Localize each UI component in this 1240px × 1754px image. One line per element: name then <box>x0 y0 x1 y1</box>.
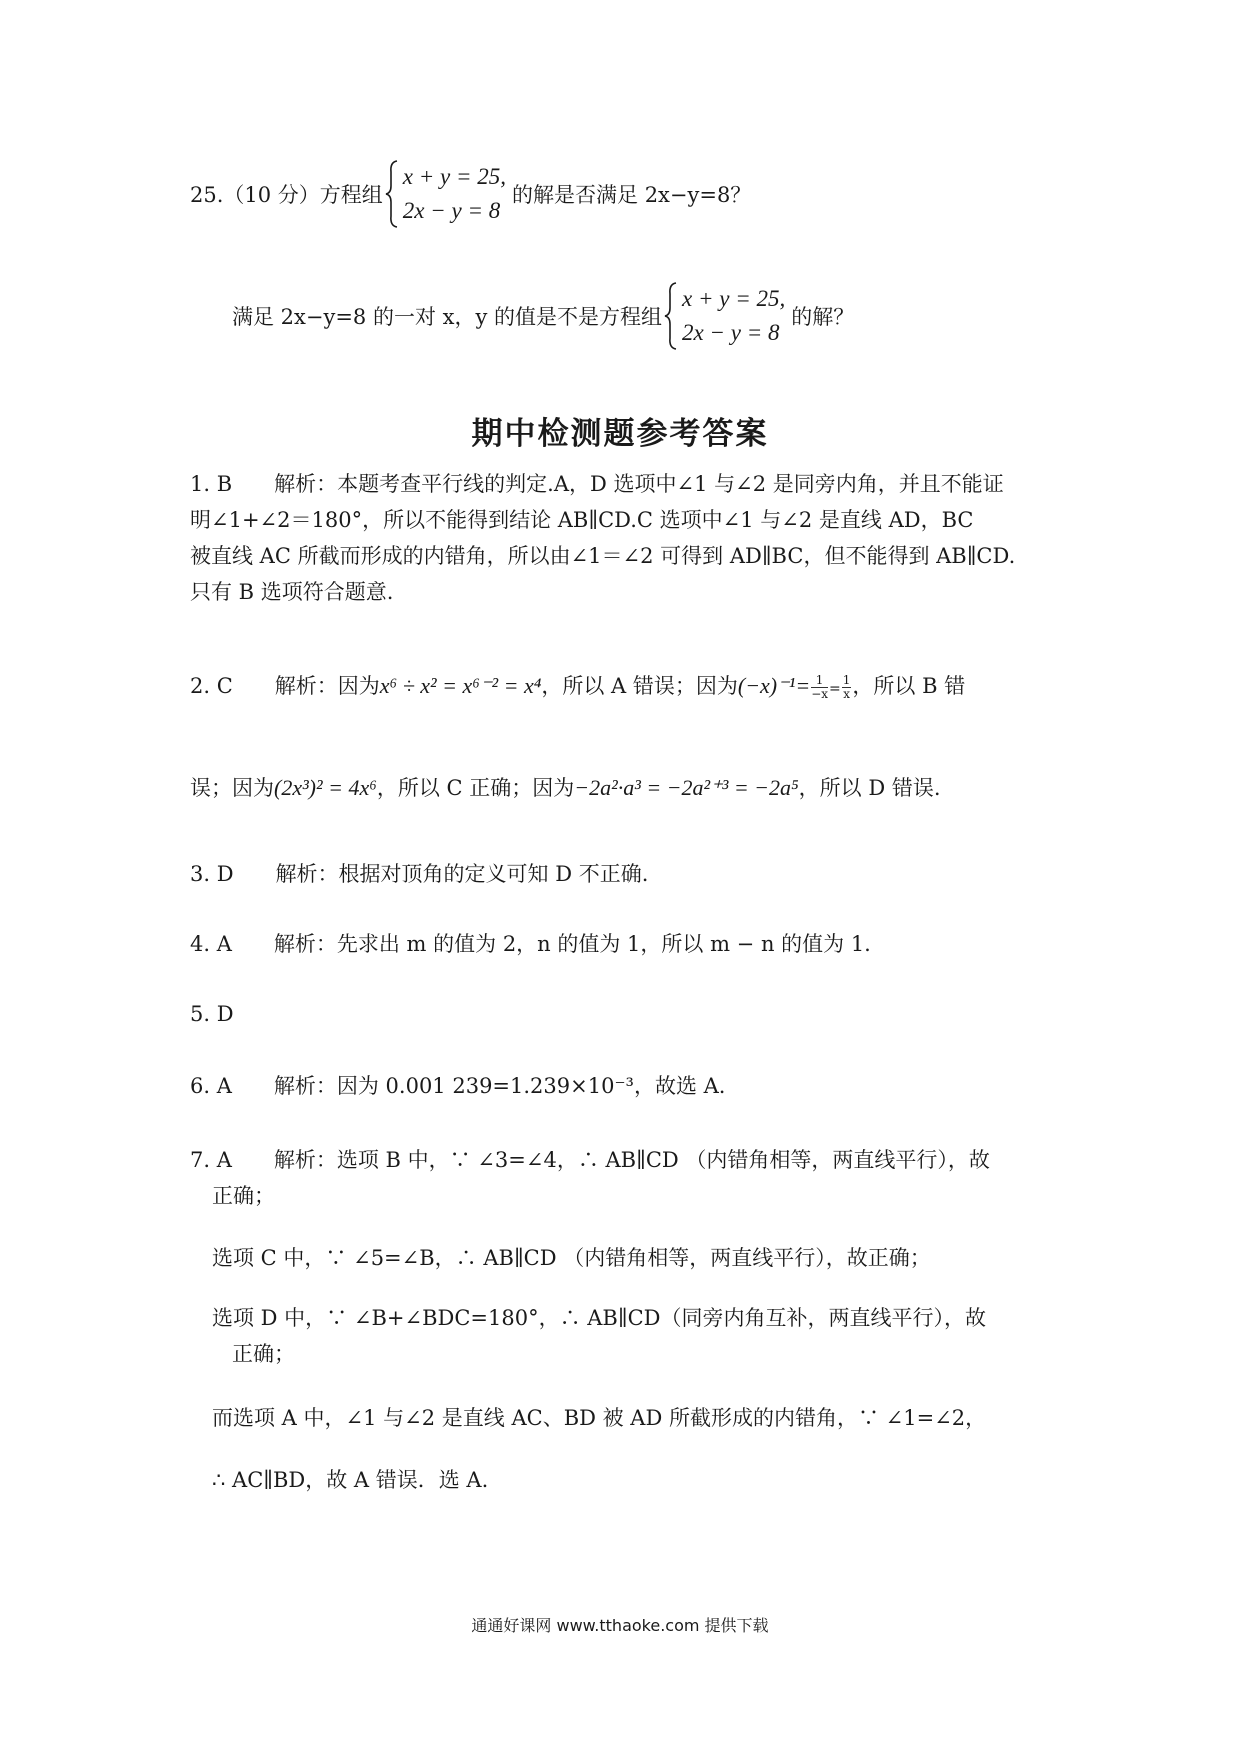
question-25 <box>190 160 751 228</box>
expression-4: −2a²·a³ = −2a²⁺³ = −2a⁵ <box>574 775 799 800</box>
answer-2-line-2: 误；因为(2x³)² = 4x⁶，所以 C 正确；因为−2a²·a³ = −2a²⁺³ = −2a⁵，所以 D 错误. <box>190 775 941 800</box>
answer-1-line-1: 1. B 解析：本题考查平行线的判定.A，D 选项中∠1 与∠2 是同旁内角，并且不能证 <box>190 472 1004 496</box>
answer-7-line-6: 而选项 A 中，∠1 与∠2 是直线 AC、BD 被 AD 所截形成的内错角，∵ ∠1=∠2， <box>212 1406 987 1430</box>
brace-icon <box>385 160 399 228</box>
page-title: 期中检测题参考答案 <box>471 416 769 452</box>
answer-7-line-7: ∴ AC∥BD，故 A 错误．选 A. <box>212 1468 489 1492</box>
answer-6: 6. A 解析：因为 0.001 239=1.239×10⁻³，故选 A. <box>190 1074 726 1098</box>
answer-1-line-4: 只有 B 选项符合题意. <box>190 580 394 604</box>
expression-2: (−x)⁻¹= <box>737 673 811 698</box>
fraction-1: $\frac{1}{-x}$ <box>811 673 829 701</box>
footer: 通通好课网 www.tthaoke.com 提供下载 <box>471 1616 769 1635</box>
answer-2-end: ，所以 B 错 <box>852 674 966 698</box>
equation-1: x + y = 25, <box>682 286 786 311</box>
fraction-2: $\frac{1}{x}$ <box>842 673 851 701</box>
answer-2-label: 2. C 解析：因为 <box>190 674 380 698</box>
answer-7-line-3: 选项 C 中，∵ ∠5=∠B，∴ AB∥CD （内错角相等，两直线平行），故正确； <box>212 1246 931 1270</box>
equation-system-2 <box>664 282 785 350</box>
answer-4: 4. A 解析：先求出 m 的值为 2，n 的值为 1，所以 m − n 的值为 1. <box>190 932 871 956</box>
equation-1: x + y = 25, <box>402 164 507 189</box>
brace-icon <box>664 282 678 350</box>
answer-2-line-1 <box>190 668 965 707</box>
answer-7-line-2: 正确； <box>212 1184 275 1208</box>
q25-suffix: 的解是否满足 2x−y=8？ <box>512 183 752 207</box>
equation-2: 2x − y = 8 <box>402 198 501 223</box>
q25-line2-prefix: 满足 2x−y=8 的一对 x，y 的值是不是方程组 <box>232 305 663 329</box>
expression-1: x⁶ ÷ x² = x⁶⁻² = x⁴ <box>379 673 542 698</box>
equals-sign: = <box>829 681 841 697</box>
answer-1-line-3: 被直线 AC 所截而形成的内错角，所以由∠1＝∠2 可得到 AD∥BC，但不能得到 AB∥CD. <box>190 544 1016 568</box>
q25-line2-suffix: 的解？ <box>791 305 855 329</box>
question-25-part2 <box>232 282 854 350</box>
equation-system <box>385 160 506 228</box>
q25-prefix: 25.（10 分）方程组 <box>190 183 383 207</box>
answer-1-line-2: 明∠1+∠2＝180°，所以不能得到结论 AB∥CD.C 选项中∠1 与∠2 是直线 AD，BC <box>190 508 974 532</box>
answer-5: 5. D <box>190 1002 234 1026</box>
answer-2-mid: ，所以 A 错误；因为 <box>541 674 738 698</box>
answer-7-line-5: 正确； <box>232 1342 295 1366</box>
answer-2-cont: 误；因为 <box>190 776 274 800</box>
answer-7-line-1: 7. A 解析：选项 B 中，∵ ∠3=∠4，∴ AB∥CD （内错角相等，两直线平行），故 <box>190 1148 990 1172</box>
expression-3: (2x³)² = 4x⁶ <box>274 775 377 800</box>
answer-3: 3. D 解析：根据对顶角的定义可知 D 不正确. <box>190 862 649 886</box>
equation-2: 2x − y = 8 <box>682 320 780 345</box>
answer-7-line-4: 选项 D 中，∵ ∠B+∠BDC=180°，∴ AB∥CD（同旁内角互补，两直线平行），故 <box>212 1306 986 1330</box>
